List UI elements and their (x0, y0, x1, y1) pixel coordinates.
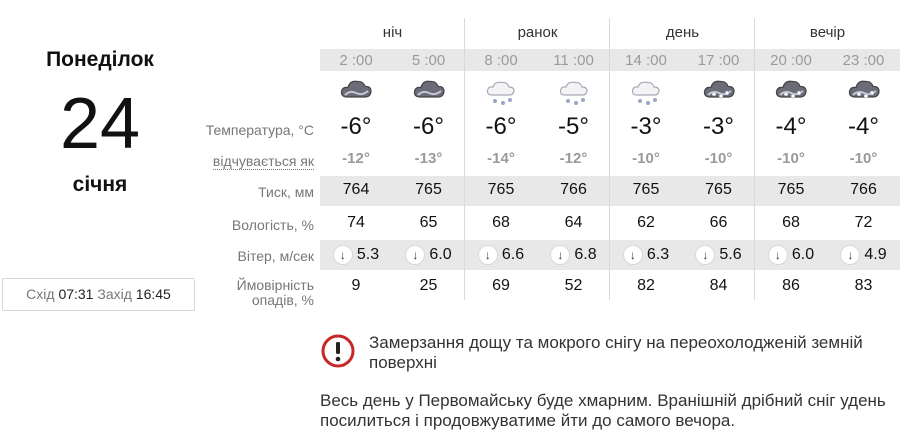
humidity-value: 72 (854, 214, 873, 231)
hour-time: 20 :00 (770, 52, 812, 69)
humidity-value: 65 (419, 214, 438, 231)
wind-cell (755, 243, 827, 267)
humidity-value: 62 (637, 214, 655, 231)
wind-speed-value: 4.9 (864, 246, 887, 263)
wind-cell (393, 243, 465, 267)
feels-like-value: -12° (342, 150, 370, 167)
wind-speed-value: 6.8 (574, 246, 597, 263)
hour-time: 8 :00 (484, 52, 518, 69)
hour-time: 14 :00 (625, 52, 667, 69)
pressure-value: 765 (415, 181, 442, 198)
label-pressure: Тиск, мм (258, 184, 314, 200)
sunrise-time: 07:31 (58, 286, 94, 302)
light-snow-icon (465, 73, 537, 109)
hour-time: 5 :00 (411, 52, 446, 69)
wind-speed-value: 5.3 (356, 246, 380, 263)
wind-direction-arrow-icon: ↓ (333, 245, 353, 265)
temperature-value: -3° (703, 113, 734, 140)
label-feels-like[interactable]: відчувається як (212, 153, 314, 169)
humidity-value: 74 (347, 214, 365, 231)
day-number: 24 (59, 84, 141, 164)
light-snow-icon (538, 73, 610, 109)
pressure-value: 765 (777, 181, 805, 198)
feels-like-value: -10° (777, 150, 805, 167)
precipitation-probability-value: 83 (854, 277, 873, 294)
forecast-grid (320, 0, 900, 300)
label-precipitation-line1: Ймовірність (236, 277, 314, 293)
label-precipitation-line2: опадів, % (251, 292, 314, 308)
precipitation-probability-value: 69 (492, 277, 510, 294)
wind-cell (538, 243, 610, 267)
wind-cell (465, 243, 537, 267)
snow-cloud-icon (683, 73, 755, 109)
precipitation-probability-value: 82 (637, 277, 655, 294)
light-snow-icon (610, 73, 682, 109)
label-wind: Вітер, м/сек (237, 248, 314, 264)
humidity-value: 68 (492, 214, 510, 231)
wind-direction-arrow-icon: ↓ (478, 245, 498, 265)
temperature-value: -6° (413, 113, 444, 140)
wind-speed-value: 6.6 (501, 246, 525, 263)
label-humidity: Вологість, % (231, 217, 314, 233)
label-temperature: Температура, °C (205, 122, 314, 138)
hour-time: 17 :00 (697, 52, 740, 69)
feels-like-value: -10° (849, 150, 878, 167)
day-panel (0, 0, 200, 330)
sunrise-sunset-box (2, 278, 195, 311)
pressure-value: 765 (487, 181, 515, 198)
pressure-value: 766 (560, 181, 587, 198)
wind-direction-arrow-icon: ↓ (550, 245, 570, 265)
precipitation-probability-value: 86 (782, 277, 800, 294)
temperature-value: -4° (848, 113, 879, 140)
hour-time: 23 :00 (842, 52, 885, 69)
pressure-value: 765 (705, 181, 732, 198)
exclamation-warning-icon (320, 334, 364, 368)
wind-speed-value: 6.0 (791, 246, 815, 263)
temperature-value: -3° (630, 113, 662, 140)
wind-cell (610, 243, 682, 267)
wind-cell (828, 243, 900, 267)
forecast-description: Весь день у Первомайську буде хмарним. Вранішній дрібний сніг удень посилиться і продовжуватиме йти до самого вечора. (320, 391, 886, 430)
precipitation-probability-value: 52 (564, 277, 583, 294)
pressure-value: 765 (632, 181, 660, 198)
sunset-time: 16:45 (135, 286, 171, 302)
hour-time: 2 :00 (339, 52, 373, 69)
wind-direction-arrow-icon: ↓ (623, 245, 643, 265)
precipitation-probability-value: 9 (351, 277, 361, 294)
period-morning: ранок (517, 24, 558, 41)
precipitation-probability-value: 84 (709, 277, 728, 294)
wind-direction-arrow-icon: ↓ (695, 245, 715, 265)
wind-speed-value: 6.0 (429, 246, 452, 263)
wind-speed-value: 6.3 (646, 246, 670, 263)
pressure-value: 764 (342, 181, 370, 198)
period-night: ніч (382, 24, 403, 41)
feels-like-value: -12° (559, 150, 588, 167)
sunset-label: Захід (97, 286, 132, 302)
humidity-value: 68 (782, 214, 800, 231)
pressure-value: 766 (850, 181, 877, 198)
temperature-value: -5° (558, 113, 589, 140)
feels-like-value: -13° (414, 150, 443, 167)
wind-direction-arrow-icon: ↓ (405, 245, 425, 265)
period-day: день (665, 24, 700, 41)
wind-direction-arrow-icon: ↓ (768, 245, 788, 265)
sunrise-label: Схід (26, 286, 55, 302)
temperature-value: -4° (775, 113, 807, 140)
wind-speed-value: 5.6 (719, 246, 742, 263)
feels-like-value: -10° (704, 150, 733, 167)
overcast-cloud-icon (393, 73, 465, 109)
temperature-value: -6° (485, 113, 517, 140)
precipitation-probability-value: 25 (419, 277, 438, 294)
wind-direction-arrow-icon: ↓ (840, 245, 860, 265)
snow-cloud-icon (755, 73, 827, 109)
humidity-value: 66 (709, 214, 728, 231)
feels-like-value: -14° (487, 150, 515, 167)
humidity-value: 64 (564, 214, 583, 231)
day-name: Понеділок (46, 48, 154, 71)
overcast-cloud-icon (320, 73, 392, 109)
temperature-value: -6° (340, 113, 372, 140)
month-name: січня (72, 173, 128, 196)
hour-time: 11 :00 (553, 52, 594, 69)
warning-text: Замерзання дощу та мокрого снігу на переохолодженій земній поверхні (369, 333, 863, 372)
wind-cell (683, 243, 755, 267)
wind-cell (320, 243, 392, 267)
feels-like-value: -10° (632, 150, 660, 167)
label-precipitation (237, 278, 314, 308)
snow-cloud-icon (828, 73, 900, 109)
period-evening: вечір (809, 24, 846, 41)
